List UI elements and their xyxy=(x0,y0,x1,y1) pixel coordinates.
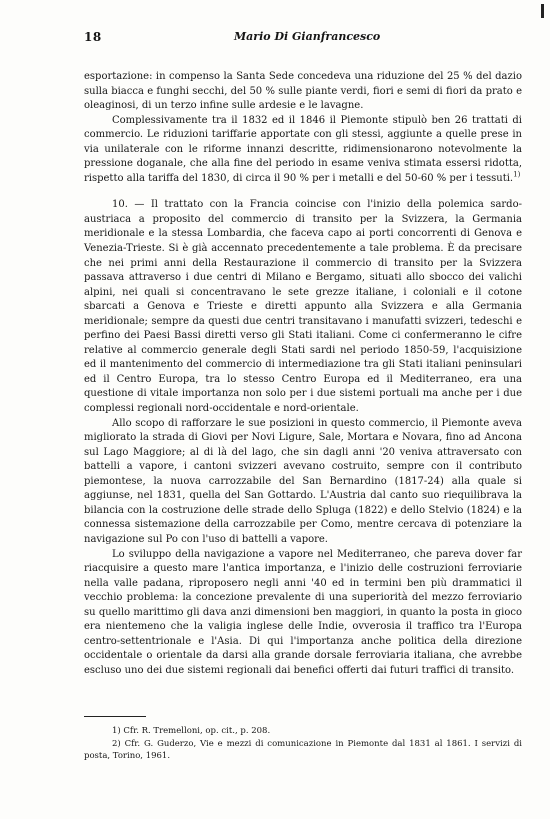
paragraph-3: 10. — Il trattato con la Francia coincise con l'inizio della polemica sardo-austriaca a proposito del commercio di transito per la Svizzera, la Germania meridionale e la stessa Lombardia, che faceva capo ai porti concorrenti di Genova e Venezia-Trieste. Si è già accennato precedentemente a tale problema. È da precisare che nei primi anni della Restaurazione il commercio di transito per la Svizzera passava attraverso i due centri di Milano e Bergamo, situati allo sbocco dei valichi alpini, nei quali si concentravano le sete grezze italiane, i coloniali e il cotone sbarcati a Genova e Trieste e diretti appunto alla Svizzera e alla Germania meridionale; sempre da questi due centri transitavano i manufatti svizzeri, tedeschi e perfino dei Paesi Bassi diretti verso gli Stati italiani. Come ci confermeranno le cifre relative al commercio generale degli Stati sardi nel periodo 1850-59, l'acquisizione ed il mantenimento del commercio di intermediazione tra gli Stati italiani peninsulari ed il Centro Europa, tra lo stesso Centro Europa ed il Mediterraneo, era una questione di vitale importanza non solo per i due sistemi portuali ma anche per i due complessi regionali nord-occidentale e nord-orientale. xyxy=(84,199,522,415)
footnote-divider xyxy=(84,716,146,717)
footnote-1: 1) Cfr. R. Tremelloni, op. cit., p. 208. xyxy=(112,726,271,737)
paragraph-1: esportazione: in compenso la Santa Sede concedeva una riduzione del 25 % del dazio sulla biacca e funghi secchi, del 50 % sulle piante verdi, fiori e semi di fiori da prato e oleaginosi, di un terzo infine sulle ardesie e le lavagne. xyxy=(84,71,522,112)
scan-edge-mark xyxy=(541,4,544,18)
footnote-2: 2) Cfr. G. Guderzo, Vie e mezzi di comunicazione in Piemonte dal 1831 al 1861. I servizi di posta, Torino, 1961. xyxy=(84,738,522,762)
paragraph-4: Allo scopo di rafforzare le sue posizioni in questo commercio, il Piemonte aveva migliorato la strada di Giovi per Novi Ligure, Sale, Mortara e Novara, fino ad Ancona sul Lago Maggiore; al di là del lago, che sin dagli anni '20 veniva attraversato con battelli a vapore, i cantoni svizzeri avevano costruito, sempre con il contributo piemontese, la nuova carrozzabile del San Bernardino (1817-24) alla quale si aggiunse, nel 1831, quella del San Gottardo. L'Austria dal canto suo riequilibrava la bilancia con la costruzione delle strade dello Spluga (1822) e dello Stelvio (1824) e la connessa sistemazione della carrozzabile per Como, mentre cercava di potenziare la navigazione sul Po con l'uso di battelli a vapore. xyxy=(84,417,522,545)
running-head: Mario Di Gianfrancesco xyxy=(234,30,381,43)
page-header xyxy=(84,30,522,50)
paragraph-2-text: Complessivamente tra il 1832 ed il 1846 il Piemonte stipulò ben 26 trattati di commercio. Le riduzioni tariffarie apportate con gli stessi, aggiunte a quelle prese in via unilaterale con le riforme innanzi descritte, ridimensionarono notevolmente la pressione doganale, che alla fine del periodo in esame veniva stimata essersi ridotta, rispetto alla tariffa del 1830, di circa il 90 % per i metalli e del 50-60 % per i tessuti. xyxy=(84,114,522,184)
paragraph-5: Lo sviluppo della navigazione a vapore nel Mediterraneo, che pareva dover far riacquisire a questo mare l'antica importanza, e l'inizio delle costruzioni ferroviarie nella valle padana, riproposero negli anni '40 ed in termini ben più drammatici il vecchio problema: la concezione prevalente di una superiorità del mezzo ferroviario su quello marittimo gli dava anzi dimensioni ben maggiori, in quanto la posta in gioco era nientemeno che la valigia inglese delle Indie, ovverosia il traffico tra l'Europa centro-settentrionale e l'Asia. Di qui l'importanza anche politica della direzione occidentale o orientale da darsi alla grande dorsale ferroviaria italiana, che avrebbe escluso uno dei due sistemi regionali dai benefici offerti dai futuri traffici di transito. xyxy=(84,548,522,676)
footnote-ref-1: 1) xyxy=(513,170,521,179)
footnotes xyxy=(84,716,522,763)
document-page xyxy=(84,30,522,763)
paragraph-2 xyxy=(84,114,522,187)
page-number: 18 xyxy=(84,30,102,44)
